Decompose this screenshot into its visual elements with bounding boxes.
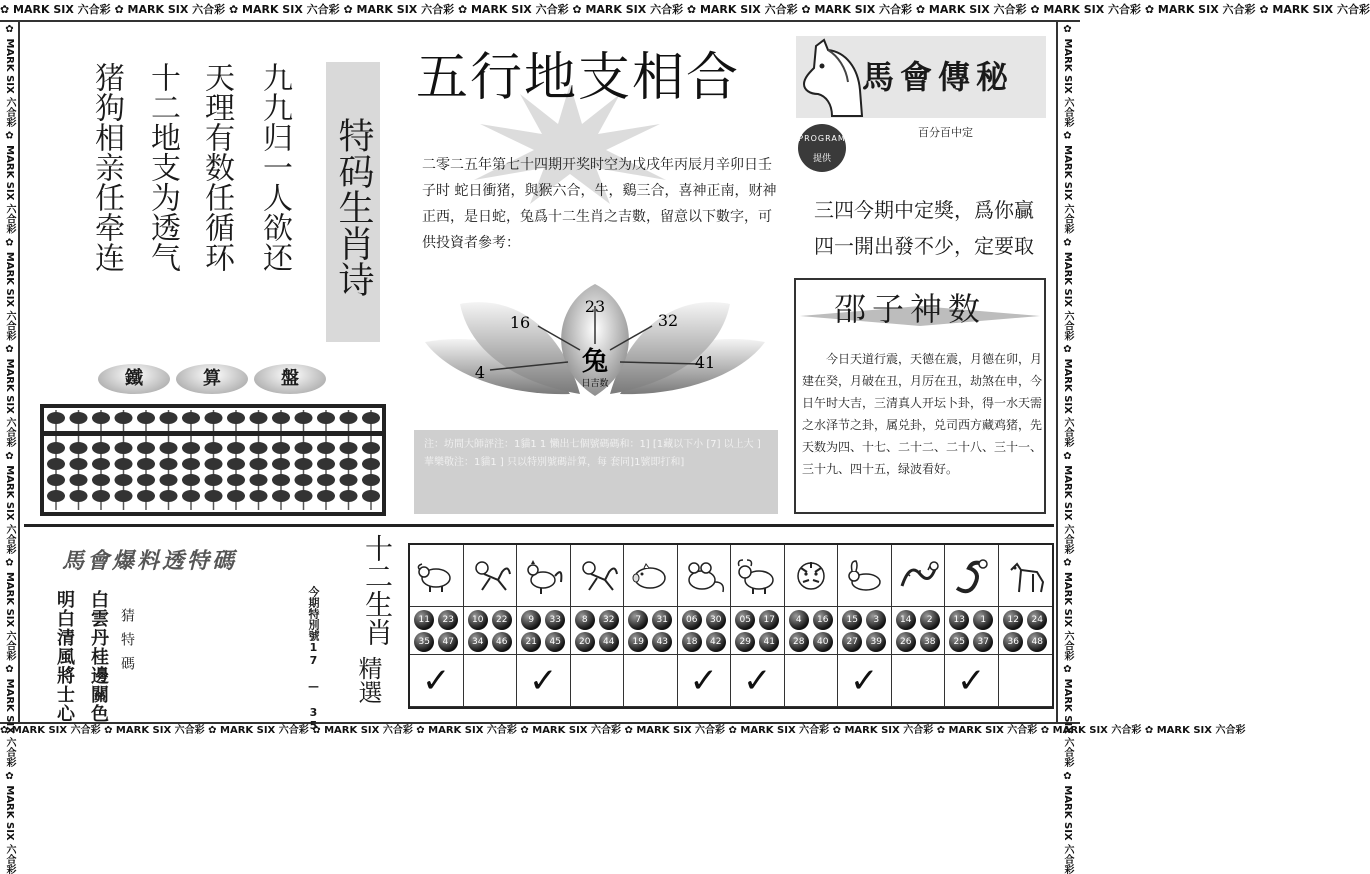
zodiac-number-cell — [838, 607, 892, 655]
prediction-line-2: 四一開出發不少，定要取 — [814, 234, 1034, 258]
abacus-bead — [137, 458, 155, 470]
abacus-bead — [362, 442, 380, 454]
number-ball: 26 — [896, 632, 916, 652]
number-ball: 9 — [521, 610, 541, 630]
abacus-bead — [340, 442, 358, 454]
number-ball: 35 — [414, 632, 434, 652]
abacus-bead — [115, 474, 133, 486]
zodiac-check-cell — [410, 655, 464, 707]
abacus-bead — [362, 412, 380, 424]
zodiac-check-cell — [892, 655, 946, 707]
zodiac-icon-cell — [731, 545, 785, 607]
number-ball: 30 — [706, 610, 726, 630]
provider-badge — [798, 124, 846, 172]
prediction-line-1: 三四今期中定獎，爲你贏 — [814, 198, 1034, 222]
number-ball: 3 — [866, 610, 886, 630]
abacus-bead — [115, 458, 133, 470]
monkey-icon — [575, 556, 619, 596]
number-ball: 36 — [1003, 632, 1023, 652]
rabbit-icon — [842, 556, 886, 596]
abacus-bead — [205, 474, 223, 486]
rat-icon — [682, 556, 726, 596]
number-ball: 28 — [789, 632, 809, 652]
number-ball: 15 — [842, 610, 862, 630]
check-mark-icon: ✓ — [529, 660, 558, 701]
abacus-bead — [137, 474, 155, 486]
number-ball: 16 — [813, 610, 833, 630]
number-ball: 43 — [652, 632, 672, 652]
number-ball: 44 — [599, 632, 619, 652]
number-ball: 48 — [1027, 632, 1047, 652]
abacus-bead — [340, 412, 358, 424]
lotus-number-41: 41 — [694, 353, 716, 372]
check-mark-icon: ✓ — [422, 660, 451, 701]
ox-icon — [735, 556, 779, 596]
abacus-bead — [205, 442, 223, 454]
abacus-bead — [317, 442, 335, 454]
number-ball: 41 — [759, 632, 779, 652]
abacus-bead — [47, 458, 65, 470]
shao-text: 今日天道行震，天德在震，月德在卯，月建在癸，月破在丑，月厉在丑，劫煞在申，今日午时大吉，三清真人开坛卜卦，得一水天需之水泽节之卦，属兑卦，兑司西方藏鸡猪，先天数为四、十七、二十二、二十八、三十一、三十九、四十五，绿波看好。 — [802, 352, 1043, 476]
abacus-bead — [115, 412, 133, 424]
number-ball: 45 — [545, 632, 565, 652]
zodiac-number-cell — [678, 607, 732, 655]
horse-title: 馬會傳秘 — [862, 58, 1015, 96]
abacus-bead — [362, 474, 380, 486]
snake-icon — [949, 556, 993, 596]
abacus-bead — [250, 412, 268, 424]
number-ball: 23 — [438, 610, 458, 630]
zodiac-number-cell — [892, 607, 946, 655]
poem-column-1: 九九归一人欲还 — [257, 62, 292, 272]
abacus-bead — [227, 474, 245, 486]
number-ball: 37 — [973, 632, 993, 652]
abacus-bead — [47, 474, 65, 486]
zodiac-check-cell — [678, 655, 732, 707]
zodiac-number-cell — [410, 607, 464, 655]
abacus-bead — [70, 442, 88, 454]
poem-column-3: 十二地支为透气 — [145, 62, 180, 272]
zodiac-number-cell — [731, 607, 785, 655]
number-ball: 4 — [789, 610, 809, 630]
abacus-bead — [272, 442, 290, 454]
abacus-bead — [47, 412, 65, 424]
abacus-bead — [317, 412, 335, 424]
phrase-column-2: 明白清風將士心 — [54, 590, 75, 723]
abacus-bead — [295, 442, 313, 454]
number-ball: 31 — [652, 610, 672, 630]
ma-hui-title: 馬會爆料透特碼 — [62, 549, 238, 574]
abacus-bead — [115, 490, 133, 502]
lotus-number-23: 23 — [584, 297, 606, 316]
tiger-icon — [789, 556, 833, 596]
number-ball: 8 — [575, 610, 595, 630]
zodiac-number-cell — [464, 607, 518, 655]
zodiac-number-cell — [999, 607, 1053, 655]
twelve-zodiac-label: 十二生肖 — [361, 534, 394, 646]
zodiac-check-cell — [571, 655, 625, 707]
abacus-bead — [47, 442, 65, 454]
zodiac-grid — [408, 543, 1054, 709]
shao-title: 邵子神数 — [834, 290, 987, 328]
horse-head-icon — [798, 38, 868, 118]
number-ball: 47 — [438, 632, 458, 652]
jingxuan-label: 精選 — [354, 656, 382, 704]
zodiac-number-cell — [571, 607, 625, 655]
abacus-bead — [182, 412, 200, 424]
number-ball: 05 — [735, 610, 755, 630]
check-mark-icon: ✓ — [957, 660, 986, 701]
badge-top-text: PROGRAM — [798, 134, 846, 143]
number-ball: 14 — [896, 610, 916, 630]
abacus-bead — [250, 442, 268, 454]
number-ball: 1 — [973, 610, 993, 630]
abacus-bead — [295, 412, 313, 424]
abacus-bead — [70, 412, 88, 424]
abacus-bead — [205, 490, 223, 502]
zodiac-icon-cell — [838, 545, 892, 607]
number-ball: 46 — [492, 632, 512, 652]
zodiac-icon-cell — [410, 545, 464, 607]
abacus-bead — [47, 490, 65, 502]
zodiac-check-cell — [945, 655, 999, 707]
abacus-bead — [272, 458, 290, 470]
abacus-bead — [137, 490, 155, 502]
number-ball: 17 — [759, 610, 779, 630]
zodiac-check-cell — [464, 655, 518, 707]
border-right: ✿ MARK SIX 六合彩 ✿ MARK SIX 六合彩 ✿ MARK SIX 六合彩 ✿ MARK SIX 六合彩 ✿ MARK SIX 六合彩 ✿ MARK SIX 六合彩 ✿ MARK SIX 六合彩 ✿ MARK SIX 六合彩 — [1056, 22, 1080, 722]
zodiac-check-cell — [624, 655, 678, 707]
poem-column-4: 猪狗相亲任牵连 — [89, 62, 124, 272]
abacus-bead — [362, 490, 380, 502]
abacus-bead — [137, 442, 155, 454]
badge-bottom-text: 提供 — [812, 154, 831, 164]
zodiac-check-cell — [517, 655, 571, 707]
special-number-label: 今期特別號17 — 35 — [307, 586, 320, 732]
abacus-bead — [317, 474, 335, 486]
number-ball: 25 — [949, 632, 969, 652]
number-ball: 42 — [706, 632, 726, 652]
lotus-center-char: 兔 — [581, 347, 609, 377]
dragon-icon — [896, 556, 940, 596]
abacus-bead — [92, 412, 110, 424]
number-ball: 40 — [813, 632, 833, 652]
zodiac-icon-cell — [892, 545, 946, 607]
zodiac-check-cell — [785, 655, 839, 707]
zodiac-icon-cell — [464, 545, 518, 607]
pill-tie: 鐵 — [98, 364, 170, 394]
abacus-image — [40, 404, 386, 516]
zodiac-icon-cell — [999, 545, 1053, 607]
check-mark-icon: ✓ — [850, 660, 879, 701]
number-ball: 06 — [682, 610, 702, 630]
wuxing-title: 五行地支相合 — [416, 48, 741, 108]
abacus-bead — [295, 458, 313, 470]
abacus-bead — [272, 490, 290, 502]
number-ball: 7 — [628, 610, 648, 630]
lotus-number-32: 32 — [657, 311, 679, 330]
abacus-bead — [70, 474, 88, 486]
abacus-bead — [160, 412, 178, 424]
zodiac-icon-cell — [571, 545, 625, 607]
abacus-bead — [70, 490, 88, 502]
zodiac-icon-cell — [678, 545, 732, 607]
zodiac-icon-cell — [945, 545, 999, 607]
poem-title: 特码生肖诗 — [326, 62, 380, 342]
abacus-bead — [295, 474, 313, 486]
number-ball: 13 — [949, 610, 969, 630]
phrase-column-1: 白雲丹桂邊關色 — [88, 590, 109, 723]
abacus-bead — [182, 490, 200, 502]
number-ball: 11 — [414, 610, 434, 630]
zodiac-number-cell — [785, 607, 839, 655]
abacus-bead — [250, 458, 268, 470]
abacus-bead — [92, 458, 110, 470]
zodiac-icon-cell — [785, 545, 839, 607]
abacus-bead — [115, 442, 133, 454]
number-ball: 24 — [1027, 610, 1047, 630]
zodiac-check-cell — [999, 655, 1053, 707]
zodiac-icon-cell — [624, 545, 678, 607]
abacus-bead — [295, 490, 313, 502]
lotus-diagram — [420, 284, 770, 408]
abacus-bead — [160, 458, 178, 470]
abacus-bead — [340, 458, 358, 470]
abacus-bead — [317, 490, 335, 502]
main-paragraph: 二零二五年第七十四期开奖时空为戊戌年丙辰月辛卯日壬子时 蛇日衝猪，與猴六合，牛，鷄三合，喜神正南，财神正西，是日蛇，兔爲十二生肖之吉數，留意以下數字，可供投資者參考： — [422, 157, 777, 251]
abacus-bead — [362, 458, 380, 470]
zodiac-number-cell — [945, 607, 999, 655]
number-ball: 29 — [735, 632, 755, 652]
abacus-bead — [227, 458, 245, 470]
number-ball: 10 — [468, 610, 488, 630]
abacus-bead — [92, 490, 110, 502]
abacus-bead — [182, 442, 200, 454]
monkey-icon — [468, 556, 512, 596]
abacus-bead — [160, 474, 178, 486]
border-top: ✿ MARK SIX 六合彩 ✿ MARK SIX 六合彩 ✿ MARK SIX 六合彩 ✿ MARK SIX 六合彩 ✿ MARK SIX 六合彩 ✿ MARK SIX 六合彩 ✿ MARK SIX 六合彩 ✿ MARK SIX 六合彩 ✿ MARK SIX 六合彩 ✿ MARK SIX 六合彩 ✿ MARK SIX 六合彩 ✿ MARK SIX 六合彩 — [0, 0, 1080, 22]
abacus-bead — [205, 412, 223, 424]
abacus-bead — [272, 412, 290, 424]
number-ball: 12 — [1003, 610, 1023, 630]
number-ball: 19 — [628, 632, 648, 652]
lotus-center-sub: 日吉数 — [581, 379, 609, 389]
check-mark-icon: ✓ — [743, 660, 772, 701]
number-ball: 22 — [492, 610, 512, 630]
abacus-bead — [92, 474, 110, 486]
number-ball: 39 — [866, 632, 886, 652]
horse-icon — [1003, 556, 1047, 596]
abacus-bead — [227, 412, 245, 424]
poem-column-2: 天理有数任循环 — [199, 62, 234, 272]
zodiac-number-cell — [624, 607, 678, 655]
pill-pan: 盤 — [254, 364, 326, 394]
zodiac-number-cell — [517, 607, 571, 655]
section-divider — [24, 524, 1054, 527]
abacus-bead — [250, 474, 268, 486]
border-left: ✿ MARK SIX 六合彩 ✿ MARK SIX 六合彩 ✿ MARK SIX 六合彩 ✿ MARK SIX 六合彩 ✿ MARK SIX 六合彩 ✿ MARK SIX 六合彩 ✿ MARK SIX 六合彩 ✿ MARK SIX 六合彩 — [0, 22, 20, 722]
zodiac-icon-cell — [517, 545, 571, 607]
zodiac-check-cell — [731, 655, 785, 707]
number-ball: 33 — [545, 610, 565, 630]
number-ball: 21 — [521, 632, 541, 652]
abacus-bead — [340, 474, 358, 486]
abacus-bead — [272, 474, 290, 486]
number-ball: 18 — [682, 632, 702, 652]
number-ball: 20 — [575, 632, 595, 652]
abacus-bead — [137, 412, 155, 424]
number-ball: 2 — [920, 610, 940, 630]
border-bottom: ✿ MARK SIX 六合彩 ✿ MARK SIX 六合彩 ✿ MARK SIX 六合彩 ✿ MARK SIX 六合彩 ✿ MARK SIX 六合彩 ✿ MARK SIX 六合彩 ✿ MARK SIX 六合彩 ✿ MARK SIX 六合彩 ✿ MARK SIX 六合彩 ✿ MARK SIX 六合彩 ✿ MARK SIX 六合彩 ✿ MARK SIX 六合彩 — [0, 722, 1080, 738]
number-ball: 38 — [920, 632, 940, 652]
number-ball: 34 — [468, 632, 488, 652]
abacus-bead — [227, 442, 245, 454]
abacus-bead — [70, 458, 88, 470]
abacus-bead — [160, 442, 178, 454]
pig-icon — [628, 556, 672, 596]
lotus-number-16: 16 — [509, 313, 531, 332]
abacus-bead — [250, 490, 268, 502]
check-mark-icon: ✓ — [689, 660, 718, 701]
tema-label: 猜特碼 — [119, 608, 135, 680]
pill-suan: 算 — [176, 364, 248, 394]
sheep-icon — [414, 556, 458, 596]
abacus-bead — [317, 458, 335, 470]
abacus-bead — [205, 458, 223, 470]
number-ball: 27 — [842, 632, 862, 652]
rooster-icon — [521, 556, 565, 596]
abacus-bead — [227, 490, 245, 502]
abacus-bead — [92, 442, 110, 454]
abacus-bead — [160, 490, 178, 502]
baifen-label: 百分百中定 — [918, 126, 973, 139]
zodiac-check-cell — [838, 655, 892, 707]
note-box: 注：坊間大師評注：1貓1 1 懶出七個號碼碼和：1] [1藏以下小 [7] 以上大 ] 華樂敬注：1貓1 ] 只以特別號碼計算，每 套同]1號即打和] — [414, 430, 778, 514]
abacus-bead — [182, 474, 200, 486]
abacus-bead — [340, 490, 358, 502]
abacus-bead — [182, 458, 200, 470]
lotus-number-4: 4 — [474, 363, 486, 382]
number-ball: 32 — [599, 610, 619, 630]
